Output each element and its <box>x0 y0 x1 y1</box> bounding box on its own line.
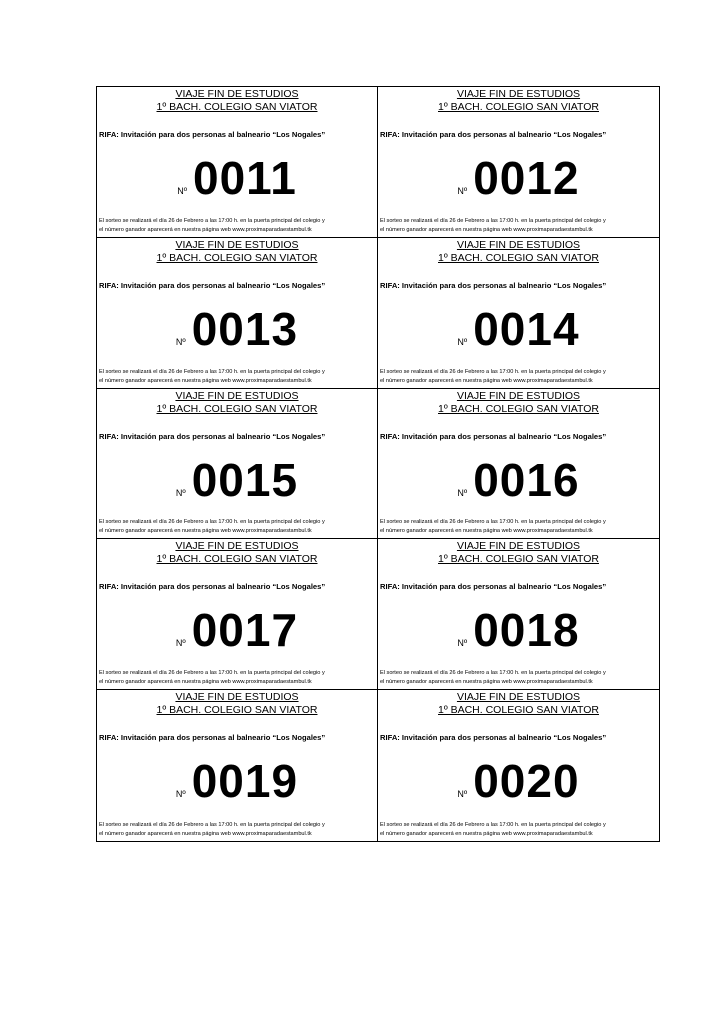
ticket-number-block <box>97 453 377 506</box>
header-school: 1º BACH. COLEGIO SAN VIATOR <box>156 101 318 113</box>
header-school: 1º BACH. COLEGIO SAN VIATOR <box>438 101 599 113</box>
ticket-footer <box>99 368 375 386</box>
ticket-number-block <box>378 453 659 506</box>
number-label: Nº <box>457 638 468 649</box>
ticket-number: 0011 <box>193 152 297 204</box>
header-school: 1º BACH. COLEGIO SAN VIATOR <box>438 251 599 264</box>
footer-line-2: el número ganador aparecerá en nuestra página web www.proximaparadaestambul.tk <box>380 679 593 686</box>
ticket-footer <box>99 518 375 536</box>
ticket-header <box>378 390 659 416</box>
rifa-description: RIFA: Invitación para dos personas al balneario “Los Nogales” <box>380 582 607 592</box>
header-school: 1º BACH. COLEGIO SAN VIATOR <box>156 704 318 717</box>
rifa-description: RIFA: Invitación para dos personas al balneario “Los Nogales” <box>99 582 326 592</box>
ticket-number-block <box>378 604 659 657</box>
footer-line-1: El sorteo se realizará el día 26 de Febrero a las 17:00 h. en la puerta principal del colegio y <box>99 670 325 677</box>
rifa-description: RIFA: Invitación para dos personas al balneario “Los Nogales” <box>99 431 326 441</box>
ticket-number-block <box>97 604 377 657</box>
header-title: VIAJE FIN DE ESTUDIOS <box>456 691 581 704</box>
header-school: 1º BACH. COLEGIO SAN VIATOR <box>156 553 318 566</box>
ticket-number-block <box>97 302 377 355</box>
footer-line-2: el número ganador aparecerá en nuestra página web www.proximaparadaestambul.tk <box>380 831 593 837</box>
footer-line-2: el número ganador aparecerá en nuestra página web www.proximaparadaestambul.tk <box>99 226 312 233</box>
ticket-number-block <box>97 152 377 204</box>
ticket-header <box>97 540 377 566</box>
ticket-footer <box>99 821 375 839</box>
ticket-header <box>97 88 377 114</box>
header-school: 1º BACH. COLEGIO SAN VIATOR <box>156 251 318 264</box>
footer-line-1: El sorteo se realizará el día 26 de Febrero a las 17:00 h. en la puerta principal del colegio y <box>380 368 606 375</box>
header-title: VIAJE FIN DE ESTUDIOS <box>175 389 299 402</box>
ticket-header <box>97 390 377 416</box>
raffle-ticket <box>97 238 378 389</box>
header-school: 1º BACH. COLEGIO SAN VIATOR <box>156 402 318 415</box>
ticket-number-block <box>97 755 377 808</box>
rifa-description: RIFA: Invitación para dos personas al balneario “Los Nogales” <box>99 280 326 290</box>
ticket-number-block <box>378 755 659 808</box>
rifa-description: RIFA: Invitación para dos personas al balneario “Los Nogales” <box>380 733 607 743</box>
raffle-ticket <box>97 87 378 238</box>
ticket-number: 0020 <box>473 755 580 808</box>
ticket-number: 0017 <box>191 604 299 657</box>
raffle-ticket <box>378 238 659 389</box>
header-title: VIAJE FIN DE ESTUDIOS <box>456 540 581 553</box>
number-label: Nº <box>457 487 468 498</box>
ticket-number: 0012 <box>473 152 580 204</box>
ticket-number: 0013 <box>191 302 299 355</box>
number-label: Nº <box>175 638 186 649</box>
header-title: VIAJE FIN DE ESTUDIOS <box>456 389 581 402</box>
footer-line-2: el número ganador aparecerá en nuestra página web www.proximaparadaestambul.tk <box>380 377 593 384</box>
number-label: Nº <box>457 789 468 800</box>
ticket-number: 0019 <box>191 755 299 808</box>
header-title: VIAJE FIN DE ESTUDIOS <box>456 88 581 100</box>
ticket-number: 0018 <box>473 604 580 657</box>
ticket-header <box>378 88 659 114</box>
footer-line-1: El sorteo se realizará el día 26 de Febrero a las 17:00 h. en la puerta principal del colegio y <box>380 519 606 526</box>
header-title: VIAJE FIN DE ESTUDIOS <box>456 238 581 251</box>
raffle-ticket <box>97 389 378 540</box>
header-title: VIAJE FIN DE ESTUDIOS <box>175 238 299 251</box>
header-title: VIAJE FIN DE ESTUDIOS <box>175 691 299 704</box>
number-label: Nº <box>457 336 468 347</box>
number-label: Nº <box>457 186 468 196</box>
rifa-description: RIFA: Invitación para dos personas al balneario “Los Nogales” <box>380 280 607 290</box>
footer-line-2: el número ganador aparecerá en nuestra página web www.proximaparadaestambul.tk <box>99 831 312 837</box>
ticket-header <box>97 691 377 717</box>
raffle-ticket <box>97 690 378 841</box>
header-school: 1º BACH. COLEGIO SAN VIATOR <box>438 704 599 717</box>
footer-line-2: el número ganador aparecerá en nuestra página web www.proximaparadaestambul.tk <box>99 528 312 535</box>
raffle-ticket <box>378 87 659 238</box>
rifa-description: RIFA: Invitación para dos personas al balneario “Los Nogales” <box>99 130 326 139</box>
header-title: VIAJE FIN DE ESTUDIOS <box>175 540 299 553</box>
footer-line-1: El sorteo se realizará el día 26 de Febrero a las 17:00 h. en la puerta principal del colegio y <box>99 368 325 375</box>
ticket-footer <box>380 821 657 839</box>
footer-line-1: El sorteo se realizará el día 26 de Febrero a las 17:00 h. en la puerta principal del colegio y <box>380 822 606 828</box>
number-label: Nº <box>175 336 186 347</box>
ticket-footer <box>380 518 657 536</box>
ticket-number-block <box>378 152 659 204</box>
raffle-ticket <box>378 690 659 841</box>
number-label: Nº <box>175 789 186 800</box>
number-label: Nº <box>177 186 187 196</box>
footer-line-2: el número ganador aparecerá en nuestra página web www.proximaparadaestambul.tk <box>380 226 593 233</box>
ticket-footer <box>99 669 375 687</box>
ticket-number: 0014 <box>473 302 580 355</box>
footer-line-1: El sorteo se realizará el día 26 de Febrero a las 17:00 h. en la puerta principal del colegio y <box>99 822 325 828</box>
footer-line-1: El sorteo se realizará el día 26 de Febrero a las 17:00 h. en la puerta principal del colegio y <box>380 670 606 677</box>
rifa-description: RIFA: Invitación para dos personas al balneario “Los Nogales” <box>99 733 326 743</box>
number-label: Nº <box>175 487 186 498</box>
ticket-footer <box>380 368 657 386</box>
header-school: 1º BACH. COLEGIO SAN VIATOR <box>438 402 599 415</box>
raffle-ticket <box>97 539 378 690</box>
ticket-number-block <box>378 302 659 355</box>
rifa-description: RIFA: Invitación para dos personas al balneario “Los Nogales” <box>380 130 607 139</box>
ticket-number: 0016 <box>473 453 580 506</box>
footer-line-2: el número ganador aparecerá en nuestra página web www.proximaparadaestambul.tk <box>99 377 312 384</box>
raffle-ticket <box>378 389 659 540</box>
ticket-number: 0015 <box>191 453 299 506</box>
raffle-ticket <box>378 539 659 690</box>
ticket-footer <box>380 217 657 235</box>
footer-line-2: el número ganador aparecerá en nuestra página web www.proximaparadaestambul.tk <box>99 679 312 686</box>
footer-line-1: El sorteo se realizará el día 26 de Febrero a las 17:00 h. en la puerta principal del colegio y <box>99 519 325 526</box>
ticket-header <box>378 691 659 717</box>
header-school: 1º BACH. COLEGIO SAN VIATOR <box>438 553 599 566</box>
ticket-footer <box>380 669 657 687</box>
ticket-header <box>378 540 659 566</box>
footer-line-2: el número ganador aparecerá en nuestra página web www.proximaparadaestambul.tk <box>380 528 593 535</box>
footer-line-1: El sorteo se realizará el día 26 de Febrero a las 17:00 h. en la puerta principal del colegio y <box>99 217 325 224</box>
rifa-description: RIFA: Invitación para dos personas al balneario “Los Nogales” <box>380 431 607 441</box>
ticket-header <box>97 239 377 265</box>
footer-line-1: El sorteo se realizará el día 26 de Febrero a las 17:00 h. en la puerta principal del colegio y <box>380 217 606 224</box>
ticket-footer <box>99 217 375 235</box>
raffle-ticket-sheet <box>96 86 660 842</box>
ticket-header <box>378 239 659 265</box>
header-title: VIAJE FIN DE ESTUDIOS <box>175 88 299 100</box>
